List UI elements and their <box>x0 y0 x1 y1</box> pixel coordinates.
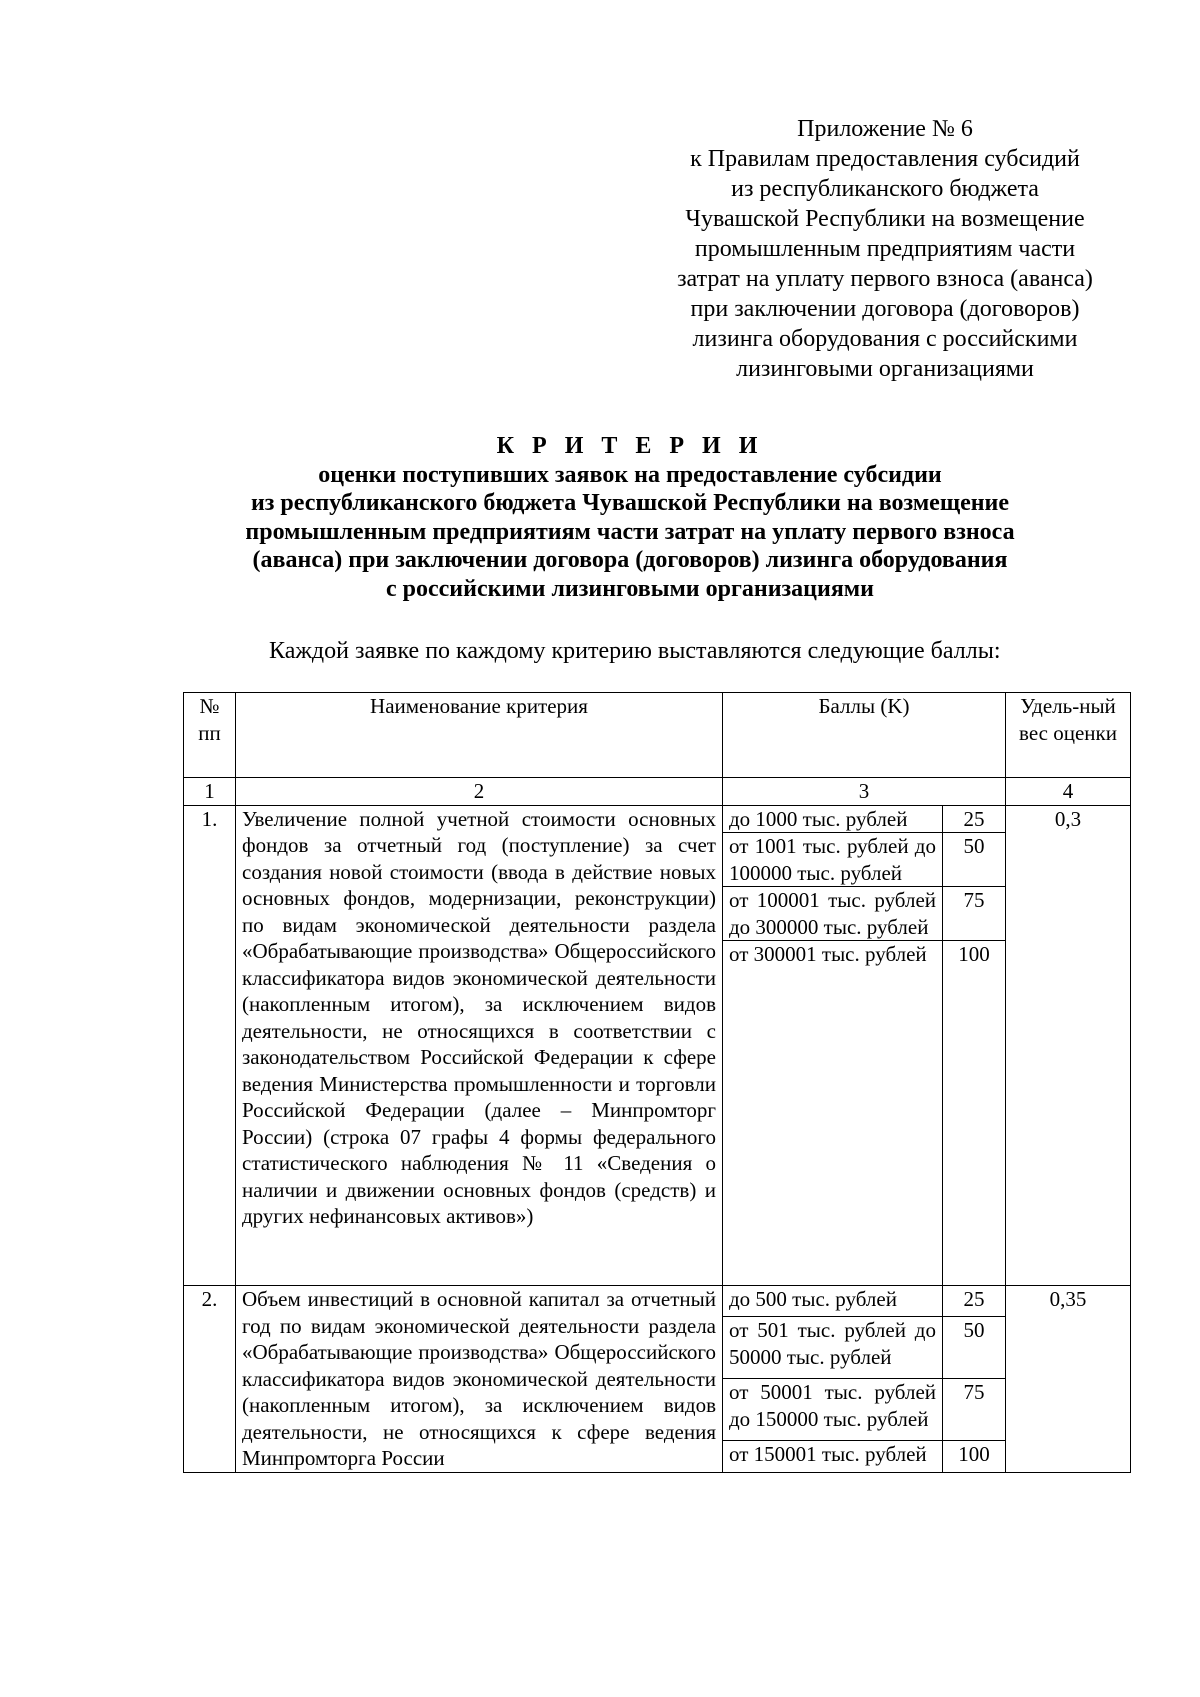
row-number: 1. <box>184 805 236 1286</box>
column-number: 1 <box>184 778 236 806</box>
column-number: 3 <box>723 778 1006 806</box>
header-weight: Удель-ный вес оценки <box>1006 693 1131 778</box>
document-heading <box>180 432 1080 603</box>
range-label: от 1001 тыс. рублей до 100000 тыс. рублей <box>723 833 943 887</box>
column-number-row <box>184 778 1131 806</box>
appendix-line: при заключении договора (договоров) <box>690 296 1080 322</box>
criteria-table <box>183 692 1131 1473</box>
weight-spacer <box>1006 833 1131 887</box>
weight-spacer <box>1006 887 1131 941</box>
header-name: Наименование критерия <box>236 693 723 778</box>
range-score: 75 <box>943 1379 1006 1441</box>
appendix-line: лизинговыми организациями <box>736 356 1034 382</box>
header-num: № пп <box>184 693 236 778</box>
range-score: 100 <box>943 941 1006 1286</box>
range-label: от 100001 тыс. рублей до 300000 тыс. рублей <box>723 887 943 941</box>
table-header-row <box>184 693 1131 778</box>
weight-value: 0,3 <box>1006 805 1131 833</box>
appendix-line: затрат на уплату первого взноса (аванса) <box>677 266 1093 292</box>
header-points: Баллы (K) <box>723 693 1006 778</box>
table-row <box>184 1286 1131 1317</box>
heading-line: из республиканского бюджета Чувашской Республики на возмещение <box>250 490 1010 516</box>
heading-title: К Р И Т Е Р И И <box>496 433 764 459</box>
appendix-line: промышленным предприятиям части <box>694 236 1076 262</box>
column-number: 4 <box>1006 778 1131 806</box>
range-score: 25 <box>943 1286 1006 1317</box>
criterion-text: Объем инвестиций в основной капитал за отчетный год по видам экономической деятельности раздела «Обрабатывающие производства» Общероссийского классификатора видов экономической деятельности (накопленным итогом), за исключением видов деятельности, не относящихся к сфере ведения Минпромторга России <box>236 1286 723 1473</box>
weight-spacer <box>1006 1441 1131 1472</box>
range-score: 50 <box>943 833 1006 887</box>
range-label: от 300001 тыс. рублей <box>723 941 943 1286</box>
range-label: до 500 тыс. рублей <box>723 1286 943 1317</box>
range-label: от 50001 тыс. рублей до 150000 тыс. рублей <box>723 1379 943 1441</box>
heading-line: оценки поступивших заявок на предоставление субсидии <box>318 461 942 488</box>
weight-spacer <box>1006 1317 1131 1379</box>
intro-text: Каждой заявке по каждому критерию выставляются следующие баллы: <box>269 638 1001 664</box>
range-label: до 1000 тыс. рублей <box>723 805 943 833</box>
heading-line: (аванса) при заключении договора (договоров) лизинга оборудования <box>252 547 1008 573</box>
appendix-block <box>645 114 1125 384</box>
range-score: 100 <box>943 1441 1006 1472</box>
weight-value: 0,35 <box>1006 1286 1131 1317</box>
range-label: от 501 тыс. рублей до 50000 тыс. рублей <box>723 1317 943 1379</box>
appendix-line: Чувашской Республики на возмещение <box>685 206 1085 232</box>
range-score: 75 <box>943 887 1006 941</box>
range-label: от 150001 тыс. рублей <box>723 1441 943 1472</box>
appendix-line: лизинга оборудования с российскими <box>692 326 1078 352</box>
criterion-text: Увеличение полной учетной стоимости основных фондов за отчетный год (поступление) за счет создания новой стоимости (ввода в действие новых основных фондов, модернизации, реконструкции) по видам экономической деятельности раздела «Обрабатывающие производства» Общероссийского классификатора видов экономической деятельности (накопленным итогом), за исключением видов деятельности, не относящихся в соответствии с законодательством Российской Федерации к сфере ведения Министерства промышленности и торговли Российской Федерации (далее – Минпромторг России) (строка 07 графы 4 формы федерального статистического наблюдения № 11 «Сведения о наличии и движении основных фондов (средств) и других нефинансовых активов») <box>236 805 723 1286</box>
range-score: 50 <box>943 1317 1006 1379</box>
appendix-line: к Правилам предоставления субсидий <box>690 146 1080 172</box>
table-row <box>184 805 1131 833</box>
row-number: 2. <box>184 1286 236 1473</box>
range-score: 25 <box>943 805 1006 833</box>
appendix-line: из республиканского бюджета <box>731 176 1039 202</box>
appendix-line: Приложение № 6 <box>797 116 973 142</box>
heading-line: промышленным предприятиям части затрат на уплату первого взноса <box>245 518 1015 545</box>
column-number: 2 <box>236 778 723 806</box>
weight-spacer <box>1006 941 1131 1286</box>
weight-spacer <box>1006 1379 1131 1441</box>
heading-line: с российскими лизинговыми организациями <box>386 575 874 602</box>
